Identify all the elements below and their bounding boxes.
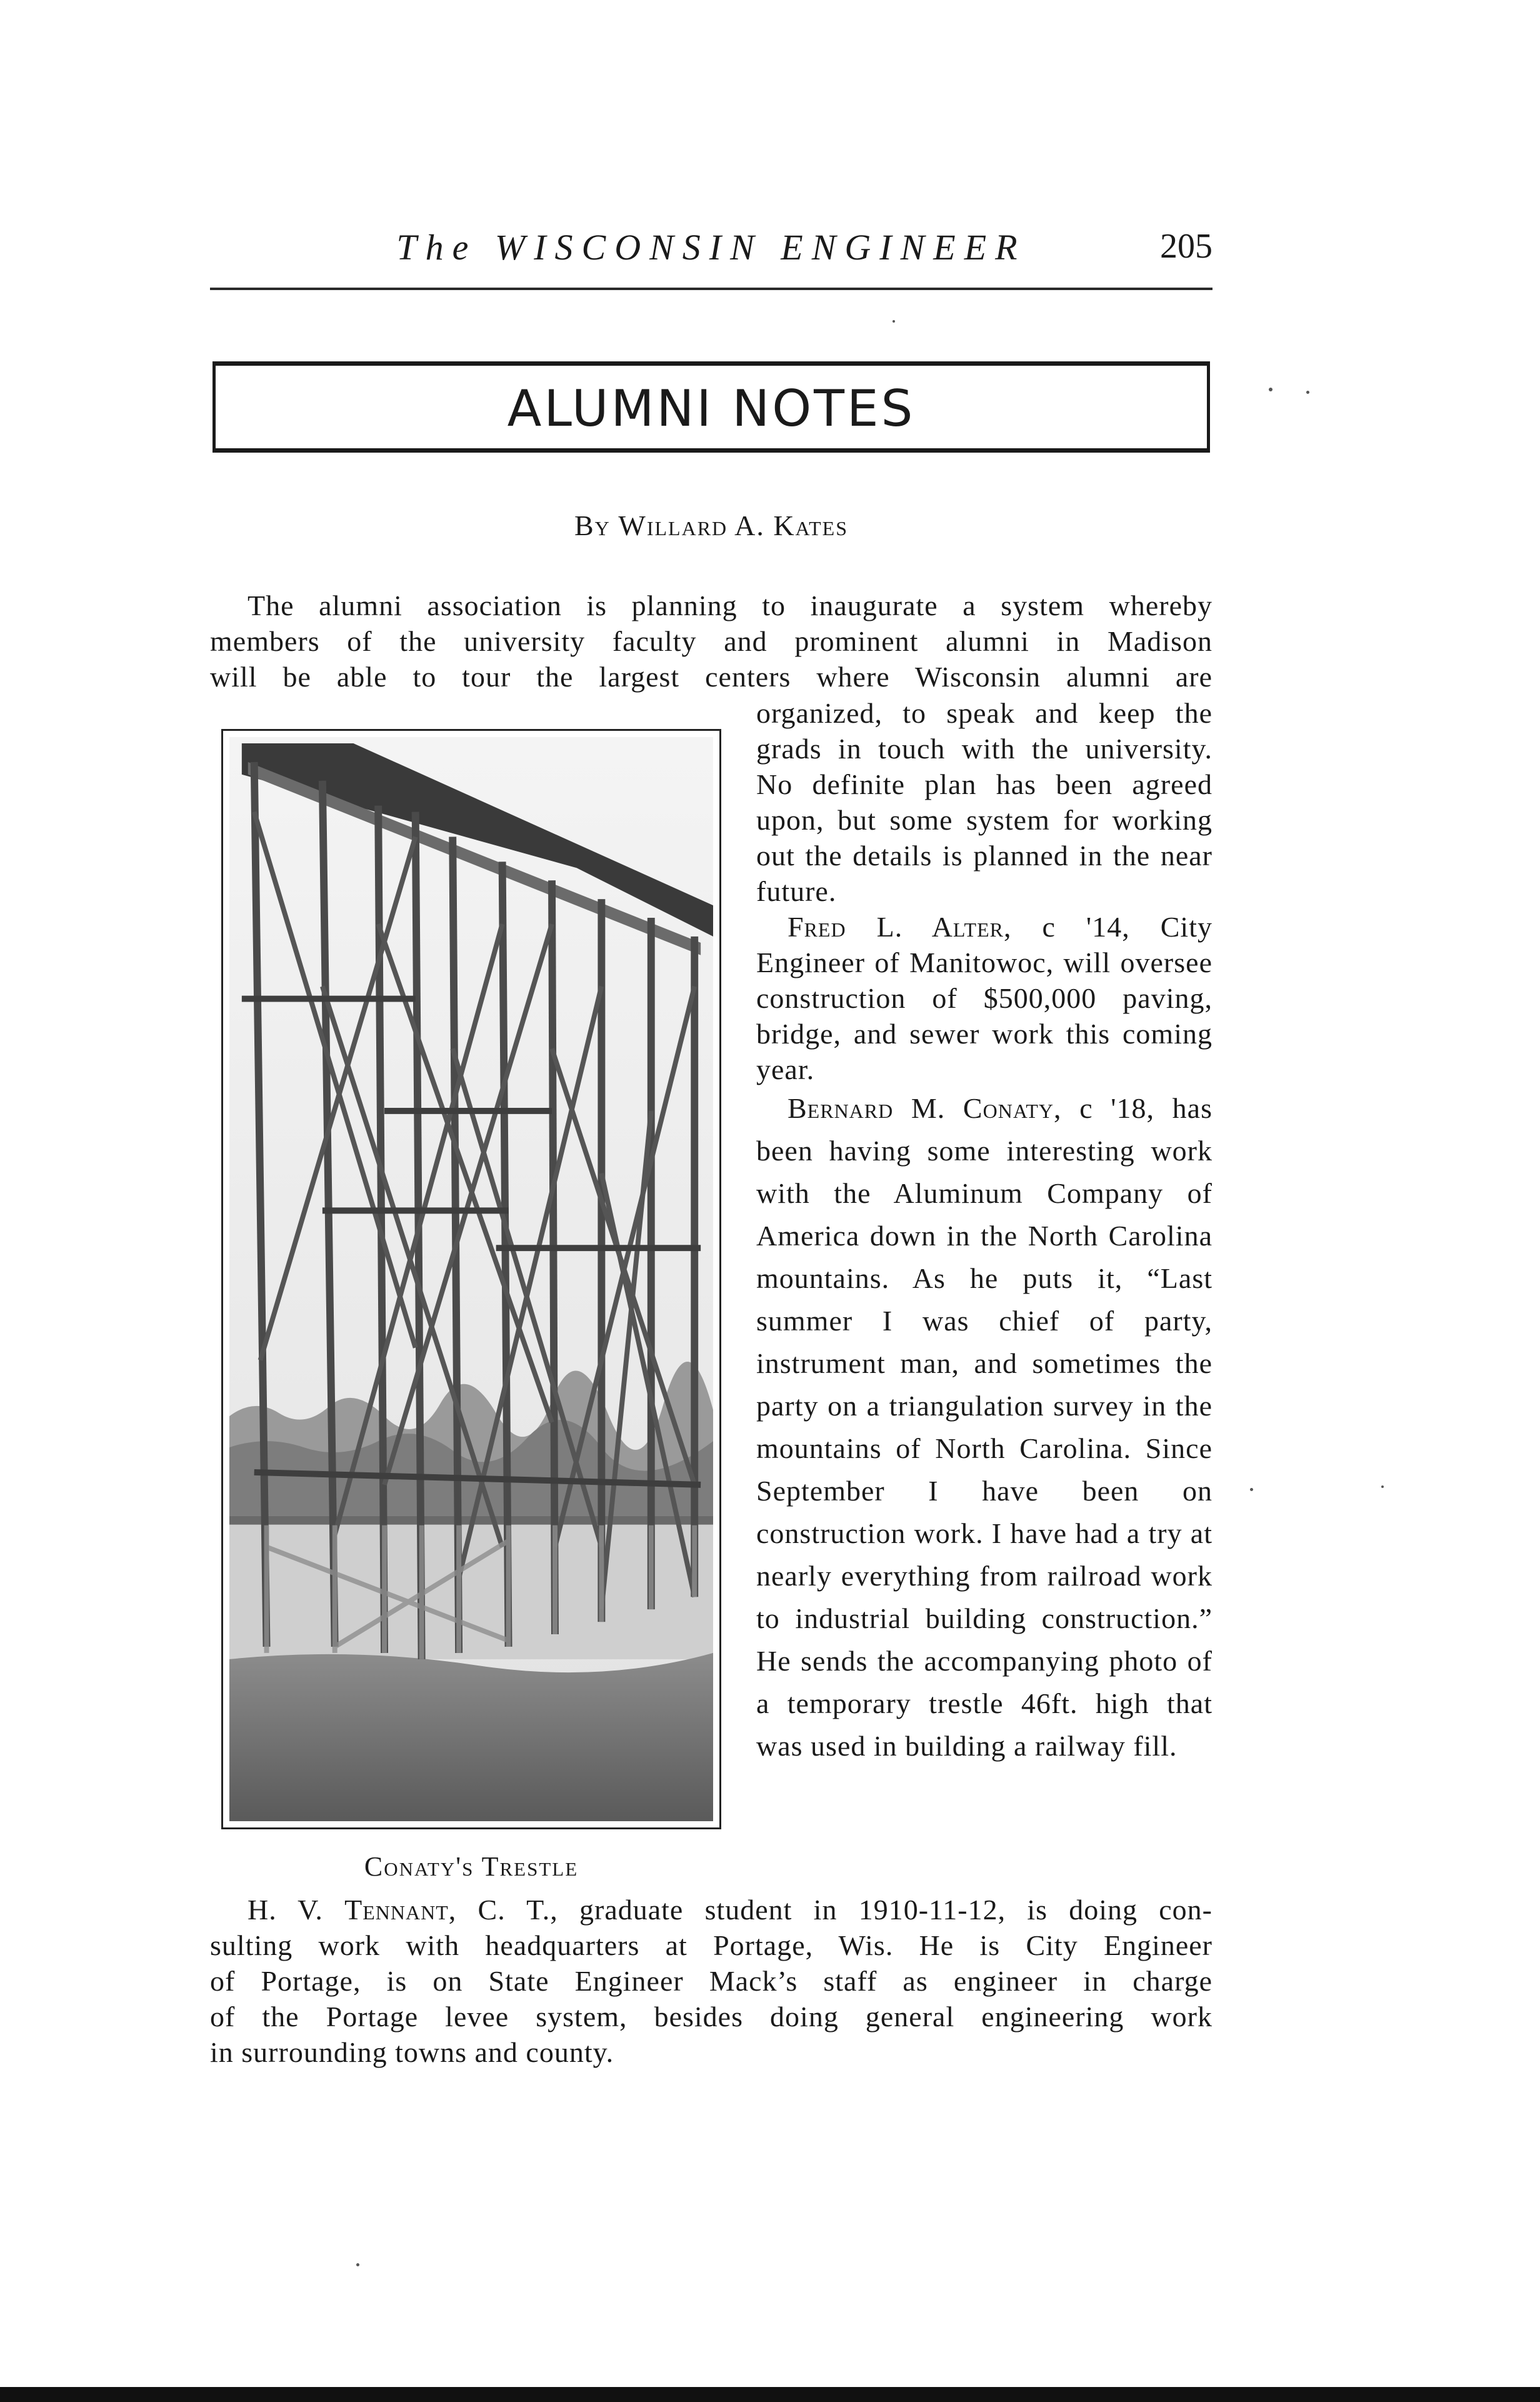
page-number: 205 xyxy=(1160,227,1212,266)
conaty-text: , c '18, has been having some interesting work with the Aluminum Company of America down in the North Carolina mountains. As he puts it, “Last summer I was chief of party, instrument man, and sometimes the party on a triangulation survey in the mountains of North Carolina. Since September I have been on construction work. I have had a try at nearly everything from railroad work to industrial building construction.” He sends the accompanying photo of a temporary trestle 46ft. high that was used in building a railway fill. xyxy=(756,1092,1212,1762)
header-rule xyxy=(210,288,1212,290)
tennant-name: Tennant xyxy=(344,1894,449,1926)
tennant-line: in surrounding towns and county. xyxy=(210,2036,614,2068)
intro-line: members of the university faculty and prominent alumni in Madison xyxy=(210,625,1212,657)
tennant-line: sulting work with headquarters at Portage, Wis. He is City Engineer xyxy=(210,1929,1212,1961)
intro-line: will be able to tour the largest centers where Wisconsin alumni are xyxy=(210,661,1212,693)
conaty-paragraph xyxy=(756,1087,1212,1767)
trestle-photo xyxy=(221,729,721,1829)
scan-speck xyxy=(892,320,895,323)
alter-name: Fred L. Alter xyxy=(788,911,1004,943)
tennant-paragraph xyxy=(210,1892,1212,2070)
scan-speck xyxy=(1306,391,1309,394)
scan-speck xyxy=(1250,1488,1253,1491)
conaty-name: Bernard M. Conaty xyxy=(788,1092,1054,1124)
scan-speck xyxy=(1381,1485,1384,1488)
right-column xyxy=(756,695,1212,1767)
tennant-line: of the Portage levee system, besides doing general engineering work xyxy=(210,2001,1212,2033)
section-title: ALUMNI NOTES xyxy=(507,379,916,438)
intro-continuation: organized, to speak and keep the grads in touch with the university. No definite plan has been agreed upon, but some system for working out the details is planned in the near future. xyxy=(756,697,1212,907)
scan-speck xyxy=(356,2263,359,2266)
intro-paragraph xyxy=(210,588,1212,695)
byline: By Willard A. Kates xyxy=(574,510,849,541)
photo-caption: Conaty's Trestle xyxy=(364,1851,579,1882)
journal-title: The WISCONSIN ENGINEER xyxy=(396,227,1026,268)
alter-paragraph xyxy=(756,909,1212,1087)
alter-text: , c '14, City Engineer of Manitowoc, will oversee construction of $500,000 paving, bridge, and sewer work this coming year. xyxy=(756,911,1212,1085)
tennant-line xyxy=(210,1892,1212,1927)
tennant-line1-rest: , C. T., graduate student in 1910-11-12, is doing con- xyxy=(448,1894,1212,1926)
section-title-box xyxy=(212,361,1210,453)
tennant-line: of Portage, is on State Engineer Mack’s staff as engineer in charge xyxy=(210,1965,1212,1997)
tennant-lead: H. V. xyxy=(248,1894,345,1926)
scan-bottom-edge xyxy=(0,2387,1540,2402)
trestle-illustration xyxy=(229,737,713,1821)
running-header xyxy=(210,226,1212,276)
scan-speck xyxy=(1269,388,1272,391)
intro-line: The alumni association is planning to inaugurate a system whereby xyxy=(248,590,1212,621)
